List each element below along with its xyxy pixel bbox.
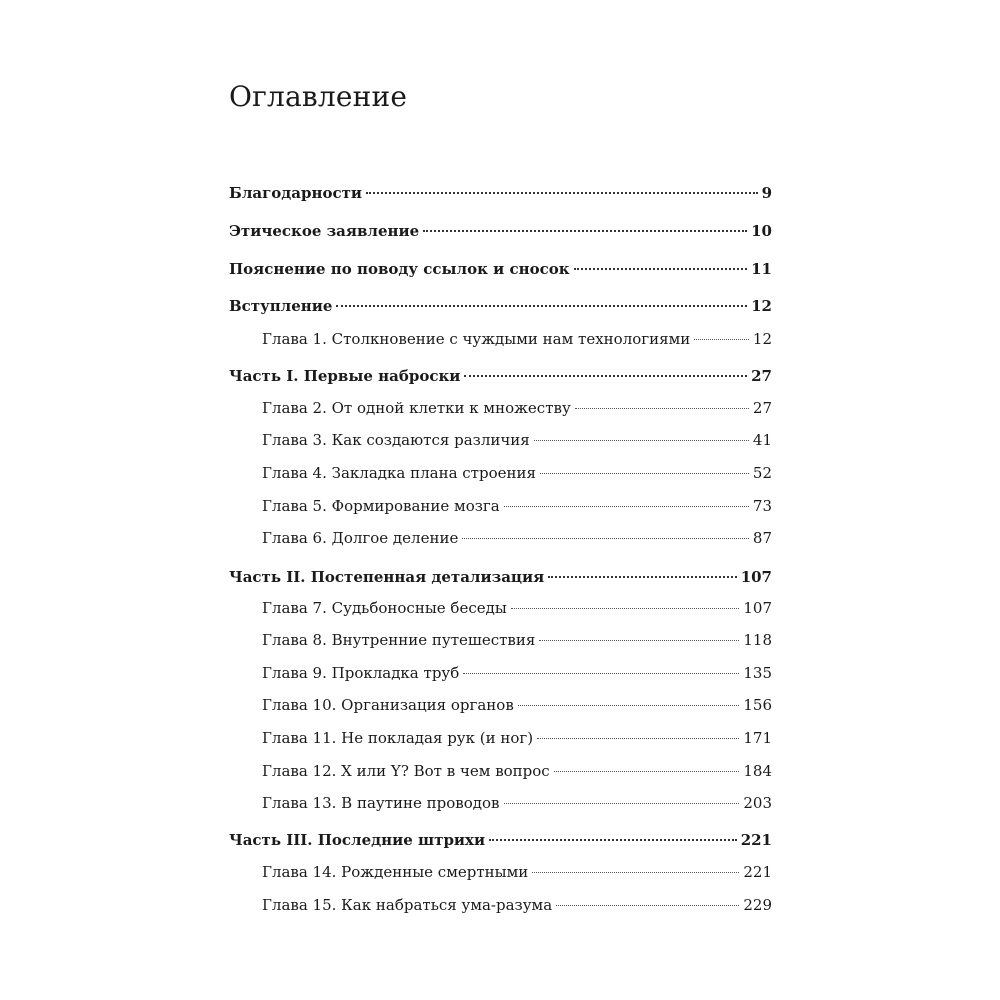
dot-leader xyxy=(575,408,749,409)
dot-leader xyxy=(366,192,758,194)
toc-entry-chapter-5[interactable] xyxy=(262,494,772,518)
toc-entry-label: Глава 15. Как набраться ума-разума xyxy=(262,896,553,914)
toc-entry-chapter-4[interactable] xyxy=(262,461,772,485)
toc-page-number: 73 xyxy=(752,497,772,515)
dot-leader xyxy=(423,230,747,232)
toc-entry-chapter-3[interactable] xyxy=(262,428,772,452)
toc-entry-chapter-12[interactable] xyxy=(262,759,772,783)
toc-entry-label: Глава 11. Не покладая рук (и ног) xyxy=(262,729,534,747)
dot-leader xyxy=(504,506,749,507)
toc-entry-ethics-statement[interactable] xyxy=(229,219,772,243)
dot-leader xyxy=(554,771,740,772)
toc-page-number: 12 xyxy=(751,297,772,315)
toc-page-number: 27 xyxy=(751,367,772,385)
toc-page-number: 229 xyxy=(743,896,772,914)
toc-page-number: 171 xyxy=(743,729,772,747)
toc-entry-label: Часть I. Первые наброски xyxy=(229,367,461,385)
toc-entry-chapter-10[interactable] xyxy=(262,693,772,717)
dot-leader xyxy=(464,375,747,377)
toc-entry-part-2[interactable] xyxy=(229,565,772,589)
dot-leader xyxy=(556,905,739,906)
toc-entry-label: Глава 9. Прокладка труб xyxy=(262,664,460,682)
toc-page-number: 107 xyxy=(740,568,772,586)
toc-page-number: 10 xyxy=(751,222,772,240)
toc-page-number: 203 xyxy=(743,794,772,812)
dot-leader xyxy=(511,608,740,609)
toc-entry-label: Часть II. Постепенная детализация xyxy=(229,568,545,586)
toc-entry-label: Благодарности xyxy=(229,184,363,202)
toc-entry-chapter-15[interactable] xyxy=(262,893,772,917)
toc-page-number: 87 xyxy=(752,529,772,547)
toc-entry-chapter-2[interactable] xyxy=(262,396,772,420)
toc-entry-acknowledgements[interactable] xyxy=(229,181,772,205)
dot-leader xyxy=(540,473,749,474)
toc-entry-label: Глава 4. Закладка плана строения xyxy=(262,464,536,482)
toc-entry-chapter-14[interactable] xyxy=(262,860,772,884)
toc-page-number: 27 xyxy=(752,399,772,417)
toc-page-number: 11 xyxy=(751,260,772,278)
toc-entry-chapter-7[interactable] xyxy=(262,596,772,620)
toc-page-number: 135 xyxy=(743,664,772,682)
toc-entry-chapter-8[interactable] xyxy=(262,628,772,652)
page-title: Оглавление xyxy=(229,80,408,113)
toc-entry-label: Глава 2. От одной клетки к множеству xyxy=(262,399,571,417)
toc-entry-introduction[interactable] xyxy=(229,294,772,318)
toc-page-number: 12 xyxy=(752,330,772,348)
toc-page-number: 118 xyxy=(743,631,772,649)
toc-page-number: 156 xyxy=(743,696,772,714)
toc-entry-label: Этическое заявление xyxy=(229,222,420,240)
dot-leader xyxy=(537,738,739,739)
dot-leader xyxy=(518,705,740,706)
toc-entry-label: Часть III. Последние штрихи xyxy=(229,831,486,849)
toc-page-number: 52 xyxy=(752,464,772,482)
toc-page-number: 221 xyxy=(740,831,772,849)
toc-entry-chapter-13[interactable] xyxy=(262,791,772,815)
toc-page-number: 107 xyxy=(743,599,772,617)
dot-leader xyxy=(694,339,749,340)
dot-leader xyxy=(548,576,736,578)
dot-leader xyxy=(462,538,749,539)
toc-entry-label: Глава 1. Столкновение с чуждыми нам технологиями xyxy=(262,330,691,348)
toc-entry-label: Глава 12. X или Y? Вот в чем вопрос xyxy=(262,762,550,780)
toc-entry-label: Глава 8. Внутренние путешествия xyxy=(262,631,536,649)
toc-page-number: 221 xyxy=(743,863,772,881)
dot-leader xyxy=(489,839,737,841)
toc-entry-part-3[interactable] xyxy=(229,828,772,852)
toc-page-number: 9 xyxy=(761,184,772,202)
dot-leader xyxy=(534,440,749,441)
dot-leader xyxy=(504,803,740,804)
toc-entry-chapter-11[interactable] xyxy=(262,726,772,750)
toc-entry-references-note[interactable] xyxy=(229,257,772,281)
toc-entry-chapter-6[interactable] xyxy=(262,526,772,550)
dot-leader xyxy=(532,872,739,873)
toc-entry-label: Глава 3. Как создаются различия xyxy=(262,431,530,449)
toc-entry-label: Глава 6. Долгое деление xyxy=(262,529,459,547)
toc-entry-label: Глава 13. В паутине проводов xyxy=(262,794,500,812)
toc-entry-label: Глава 7. Судьбоносные беседы xyxy=(262,599,507,617)
toc-entry-label: Пояснение по поводу ссылок и сносок xyxy=(229,260,570,278)
toc-entry-part-1[interactable] xyxy=(229,364,772,388)
toc-page-number: 41 xyxy=(752,431,772,449)
dot-leader xyxy=(574,268,748,270)
toc-page-number: 184 xyxy=(743,762,772,780)
toc-entry-chapter-9[interactable] xyxy=(262,661,772,685)
toc-entry-label: Глава 5. Формирование мозга xyxy=(262,497,500,515)
toc-entry-label: Вступление xyxy=(229,297,333,315)
toc-entry-label: Глава 14. Рожденные смертными xyxy=(262,863,529,881)
dot-leader xyxy=(539,640,739,641)
toc-entry-chapter-1[interactable] xyxy=(262,327,772,351)
dot-leader xyxy=(463,673,739,674)
toc-entry-label: Глава 10. Организация органов xyxy=(262,696,514,714)
dot-leader xyxy=(336,305,747,307)
